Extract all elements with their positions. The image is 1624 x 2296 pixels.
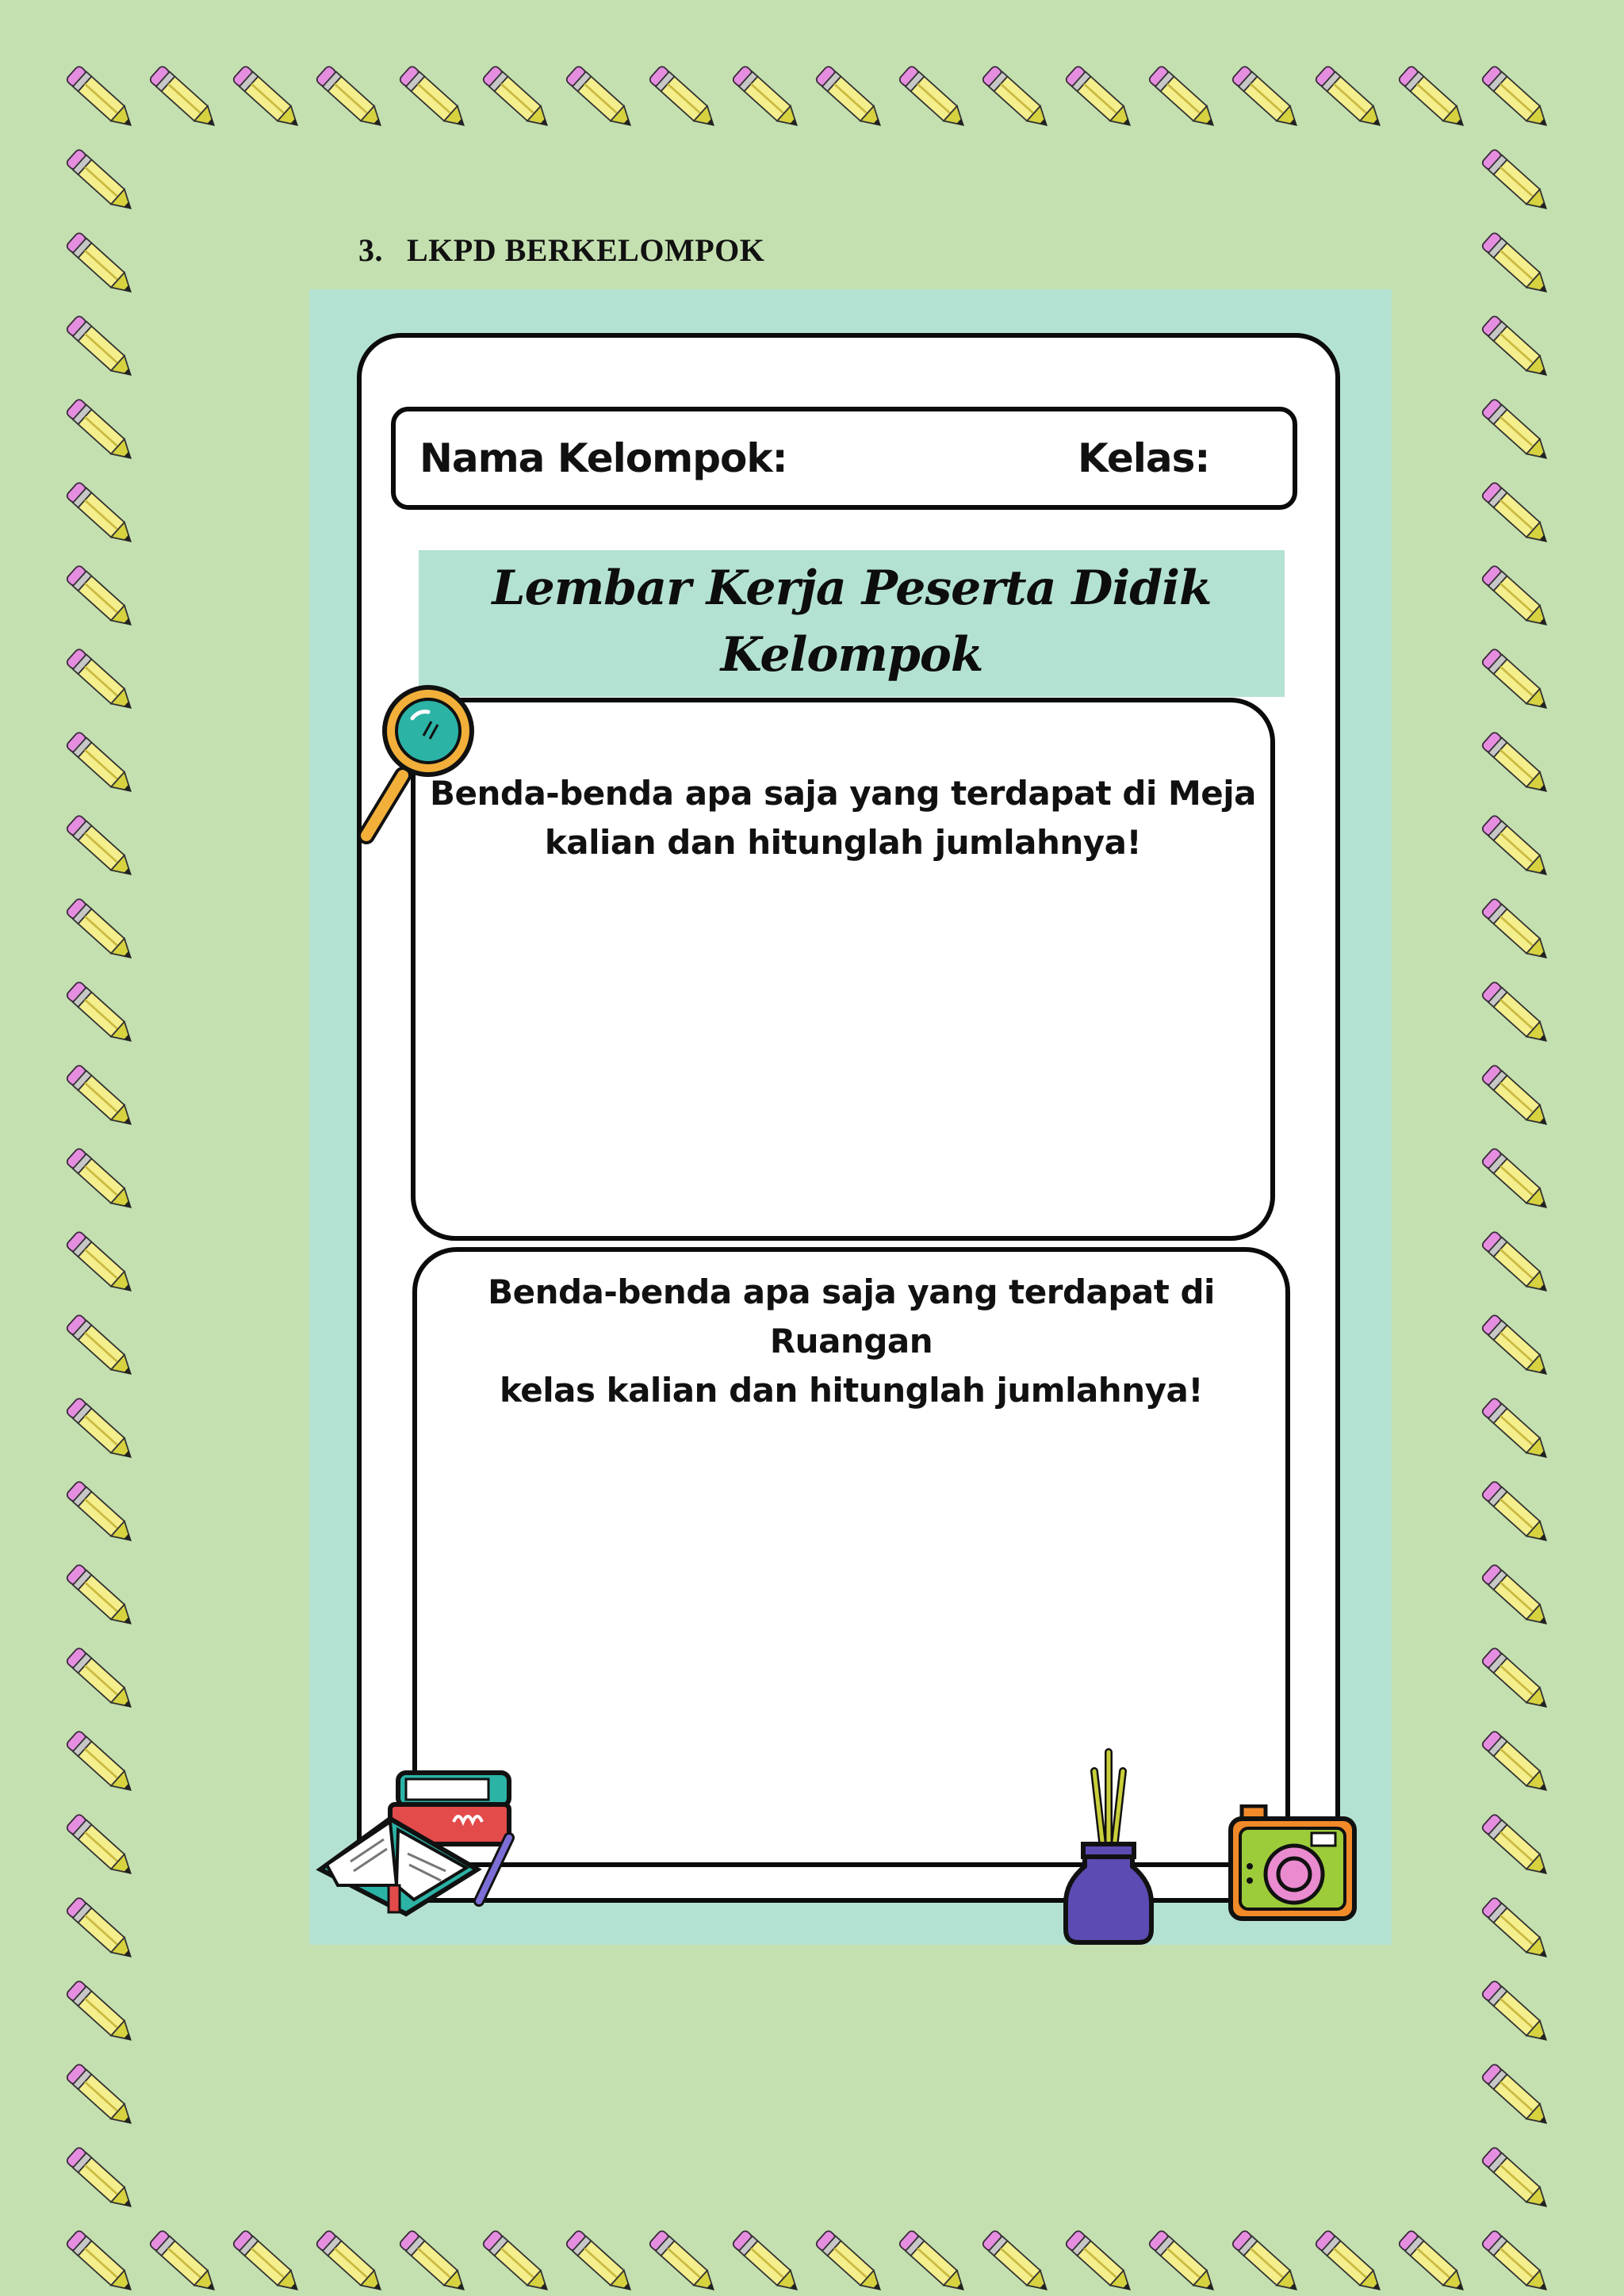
pencil-icon <box>399 65 472 133</box>
pencil-icon <box>1481 232 1554 300</box>
group-name-label: Nama Kelompok: <box>419 435 787 481</box>
pencil-icon <box>1481 148 1554 216</box>
pencil-icon <box>1065 65 1138 133</box>
pencil-icon <box>66 981 139 1049</box>
pencil-icon <box>1481 1813 1554 1881</box>
pencil-icon <box>482 65 555 133</box>
pencil-icon <box>1481 731 1554 799</box>
pencil-icon <box>815 65 888 133</box>
pencil-icon <box>66 731 139 799</box>
pencil-icon <box>66 315 139 383</box>
pencil-icon <box>66 1230 139 1299</box>
title-line-1: Lembar Kerja Peserta Didik <box>492 561 1212 616</box>
pencil-icon <box>66 1397 139 1465</box>
pencil-icon <box>66 1314 139 1382</box>
pencil-icon <box>66 1980 139 2048</box>
pencil-icon <box>66 1813 139 1881</box>
question-1-line-1: Benda-benda apa saja yang terdapat di Meja <box>430 774 1256 813</box>
pencil-icon <box>1065 2229 1138 2296</box>
pencil-icon <box>1481 2229 1554 2296</box>
pencil-icon <box>898 2229 971 2296</box>
pencil-icon <box>1481 1397 1554 1465</box>
pencil-icon <box>1481 1896 1554 1965</box>
pencil-icon <box>1398 2229 1471 2296</box>
pencil-icon <box>232 2229 305 2296</box>
pencil-icon <box>1481 1563 1554 1632</box>
pencil-icon <box>1481 1064 1554 1132</box>
pencil-icon <box>66 481 139 549</box>
group-info-box <box>391 407 1297 510</box>
pencil-icon <box>66 2229 139 2296</box>
pencil-icon <box>1481 1314 1554 1382</box>
pencil-icon <box>982 2229 1055 2296</box>
pencil-icon <box>66 65 139 133</box>
pencil-icon <box>482 2229 555 2296</box>
pencil-icon <box>66 1896 139 1965</box>
pencil-icon <box>1315 65 1388 133</box>
pencil-icon <box>66 897 139 966</box>
question-2-line-2: kelas kalian dan hitunglah jumlahnya! <box>500 1371 1203 1410</box>
pencil-icon <box>649 65 722 133</box>
pencil-icon <box>982 65 1055 133</box>
pencil-icon <box>1481 2146 1554 2214</box>
pencil-icon <box>66 1647 139 1715</box>
camera-icon <box>1226 1804 1359 1923</box>
pencil-icon <box>1481 315 1554 383</box>
question-1-text <box>416 769 1270 867</box>
pencil-icon <box>649 2229 722 2296</box>
pencil-icon <box>565 65 638 133</box>
magnifier-icon <box>355 680 482 847</box>
pencil-icon <box>66 814 139 882</box>
pencil-icon <box>815 2229 888 2296</box>
pencil-icon <box>66 148 139 216</box>
pencil-icon <box>66 1563 139 1632</box>
pencil-icon <box>898 65 971 133</box>
section-heading <box>358 232 764 269</box>
pencil-icon <box>1481 648 1554 716</box>
pencil-icon <box>1481 897 1554 966</box>
pencil-icon <box>732 65 805 133</box>
pencil-icon <box>1481 564 1554 633</box>
pencil-icon <box>399 2229 472 2296</box>
pencil-icon <box>66 1480 139 1548</box>
pencil-icon <box>1481 1230 1554 1299</box>
pencil-icon <box>1481 2063 1554 2131</box>
pencil-icon <box>66 1147 139 1215</box>
title-line-2: Kelompok <box>720 627 983 683</box>
pencil-icon <box>1481 1980 1554 2048</box>
pencil-icon <box>232 65 305 133</box>
pencil-icon <box>66 1064 139 1132</box>
pencil-icon <box>66 398 139 466</box>
pencil-icon <box>1481 1480 1554 1548</box>
pencil-icon <box>1398 65 1471 133</box>
pencil-icon <box>1481 1147 1554 1215</box>
section-number: 3. <box>358 232 383 268</box>
pencil-icon <box>1481 398 1554 466</box>
pencil-icon <box>1148 2229 1221 2296</box>
incense-vase-icon <box>1053 1739 1164 1947</box>
pencil-icon <box>1231 2229 1304 2296</box>
pencil-icon <box>1481 65 1554 133</box>
pencil-icon <box>316 2229 389 2296</box>
pencil-icon <box>1231 65 1304 133</box>
pencil-icon <box>66 2063 139 2131</box>
section-title: LKPD BERKELOMPOK <box>407 232 765 268</box>
pencil-icon <box>1481 814 1554 882</box>
class-label: Kelas: <box>1078 435 1210 481</box>
pencil-icon <box>565 2229 638 2296</box>
worksheet-title <box>419 550 1285 697</box>
pencil-icon <box>1148 65 1221 133</box>
pencil-icon <box>732 2229 805 2296</box>
pencil-icon <box>149 2229 222 2296</box>
pencil-icon <box>149 65 222 133</box>
pencil-icon <box>1481 1730 1554 1798</box>
pencil-icon <box>1481 981 1554 1049</box>
books-icon <box>311 1766 533 1917</box>
pencil-icon <box>316 65 389 133</box>
question-2-line-1: Benda-benda apa saja yang terdapat di Ruangan <box>488 1272 1215 1360</box>
pencil-icon <box>66 232 139 300</box>
pencil-icon <box>66 648 139 716</box>
pencil-icon <box>1481 481 1554 549</box>
pencil-icon <box>1315 2229 1388 2296</box>
question-2-text <box>417 1268 1285 1415</box>
pencil-icon <box>66 2146 139 2214</box>
pencil-icon <box>66 1730 139 1798</box>
pencil-icon <box>66 564 139 633</box>
question-box-1 <box>411 698 1275 1241</box>
question-1-line-2: kalian dan hitunglah jumlahnya! <box>544 823 1142 862</box>
pencil-icon <box>1481 1647 1554 1715</box>
